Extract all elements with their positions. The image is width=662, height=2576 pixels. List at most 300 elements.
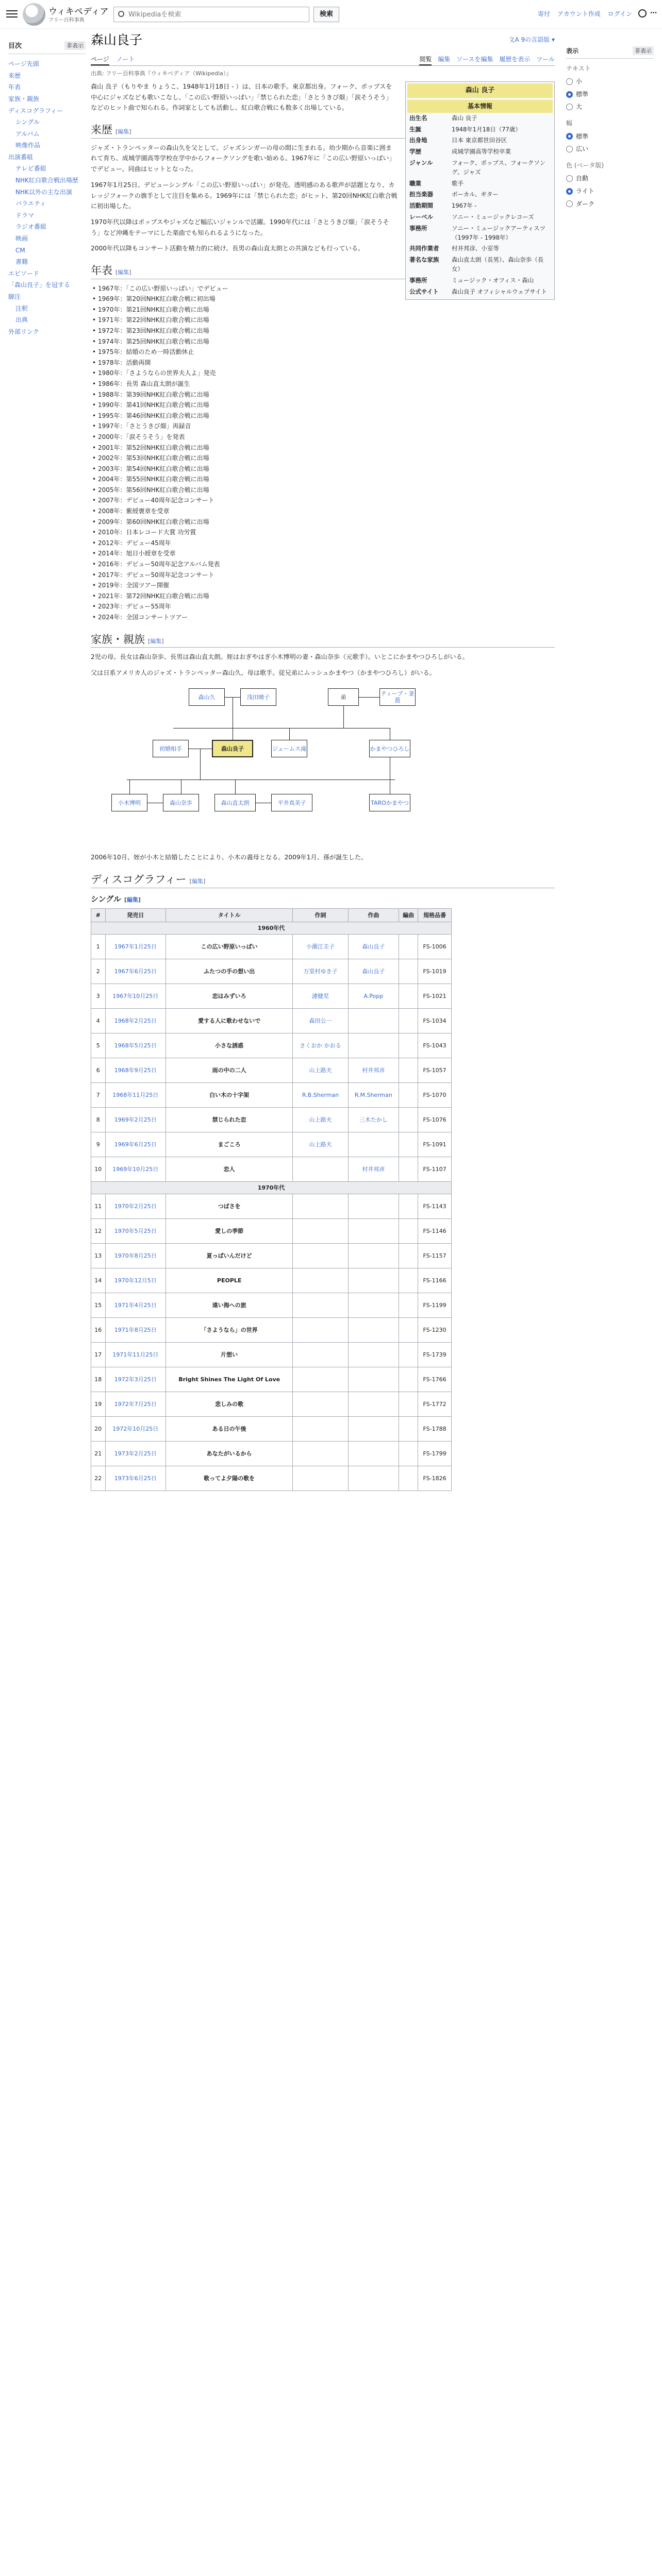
create-account-link[interactable]: アカウント作成 [557, 10, 601, 18]
cell-title[interactable]: PEOPLE [166, 1268, 293, 1293]
cell-title[interactable]: 恋はみずいろ [166, 984, 293, 1008]
table-header: タイトル [166, 908, 293, 922]
color-dark[interactable]: ダーク [566, 198, 654, 211]
user-icon[interactable] [638, 9, 647, 18]
tree-node: 弟 [328, 688, 359, 706]
cell-date[interactable]: 1969年10月25日 [105, 1157, 166, 1181]
chronology-item: • 1986年：長男 森山直太朗が誕生 [91, 379, 555, 389]
infobox-value: 1967年 - [452, 202, 477, 210]
table-row [91, 1392, 452, 1416]
color-light[interactable]: ライト [566, 185, 654, 198]
cell-n: 16 [91, 1317, 106, 1342]
table-header: 作曲 [348, 908, 399, 922]
width-standard[interactable]: 標準 [566, 130, 654, 143]
history-paragraph: 1970年代以降はポップスやジャズなど幅広いジャンルで活躍。1990年代には「さとうきび畑」「涙そうそう」など沖縄をテーマにした楽曲でも知られるようになった。 [91, 218, 389, 236]
infobox-value: 村井邦彦、小室等 [452, 245, 499, 252]
tree-node[interactable]: 森山奈歩 [163, 794, 199, 811]
cell-n: 18 [91, 1367, 106, 1392]
infobox-basic-header: 基本情報 [407, 100, 553, 113]
cell-arr [399, 984, 418, 1008]
table-row [91, 1293, 452, 1317]
cell-date[interactable]: 1968年5月25日 [105, 1033, 166, 1058]
toc-item[interactable]: 注釈 [15, 304, 28, 312]
cell-title[interactable]: あなたがいるから [166, 1441, 293, 1466]
toc-item[interactable]: 脚注 [8, 293, 21, 301]
cell-date[interactable]: 1972年10月25日 [105, 1416, 166, 1441]
cell-arr [399, 1416, 418, 1441]
cell-date[interactable]: 1971年8月25日 [105, 1317, 166, 1342]
section-discography-heading: ディスコグラフィー [編集] [91, 872, 555, 888]
donate-link[interactable]: 寄付 [538, 10, 551, 18]
infobox-key: 公式サイト [409, 287, 439, 295]
table-row [91, 1132, 452, 1157]
personal-links [533, 9, 632, 19]
toc-item[interactable]: 年表 [8, 83, 21, 91]
cell-music[interactable] [348, 1293, 399, 1317]
chronology-item: • 2023年：デビュー55周年 [91, 601, 555, 612]
cell-title[interactable]: 小さな誘惑 [166, 1033, 293, 1058]
chronology-item: • 1971年：第22回NHK紅白歌合戦に出場 [91, 315, 555, 326]
table-row [91, 1194, 452, 1218]
cell-n: 11 [91, 1194, 106, 1218]
cell-title[interactable]: 雨の中の二人 [166, 1058, 293, 1082]
color-auto[interactable]: 自動 [566, 172, 654, 185]
cell-lyric[interactable] [293, 1194, 348, 1218]
cell-music[interactable] [348, 1466, 399, 1490]
cell-music[interactable] [348, 1033, 399, 1058]
appearance-header: 表示 非表示 [566, 46, 654, 59]
cell-code: FS-1772 [418, 1392, 452, 1416]
cell-arr [399, 959, 418, 984]
cell-title[interactable]: 愛しの季節 [166, 1218, 293, 1243]
toc-item[interactable]: NHK紅白歌合戦出場歴 [15, 177, 78, 184]
cell-music[interactable]: A.Popp [348, 984, 399, 1008]
chronology-item: • 2012年：デビュー45周年 [91, 538, 555, 549]
infobox-value: 1948年1月18日（77歳） [452, 125, 521, 133]
table-era-row [91, 1181, 452, 1194]
cell-arr [399, 1466, 418, 1490]
search-icon [118, 11, 124, 17]
toc-item[interactable]: 外部リンク [8, 328, 39, 335]
cell-n: 10 [91, 1157, 106, 1181]
search-placeholder: Wikipediaを検索 [128, 11, 181, 19]
cell-title[interactable]: ふたつの手の想い出 [166, 959, 293, 984]
cell-code: FS-1043 [418, 1033, 452, 1058]
table-row [91, 934, 452, 959]
chronology-item: • 2005年：第56回NHK紅白歌合戦に出場 [91, 485, 555, 496]
cell-title[interactable]: 夏っぱいんだけど [166, 1243, 293, 1268]
table-of-contents [8, 41, 86, 337]
cell-lyric[interactable]: 山上路夫 [293, 1107, 348, 1132]
cell-lyric[interactable] [293, 1441, 348, 1466]
cell-n: 7 [91, 1082, 106, 1107]
cell-lyric[interactable]: 小薗江圭子 [293, 934, 348, 959]
toc-item[interactable]: ディスコグラフィー [8, 107, 63, 114]
cell-title[interactable]: つばさを [166, 1194, 293, 1218]
infobox-key: 事務所 [409, 224, 427, 232]
infobox-value: 森山良子 オフィシャルウェブサイト [452, 287, 547, 295]
toc-item[interactable]: テレビ番組 [15, 165, 46, 173]
cell-arr [399, 1082, 418, 1107]
tab-tools[interactable]: ツール [536, 56, 555, 63]
toc-item[interactable]: ラジオ番組 [15, 223, 47, 231]
infobox-row [407, 113, 553, 124]
table-row [91, 1243, 452, 1268]
cell-code: FS-1076 [418, 1107, 452, 1132]
cell-n: 9 [91, 1132, 106, 1157]
table-row [91, 1342, 452, 1367]
cell-arr [399, 1441, 418, 1466]
toc-item[interactable]: アルバム [15, 130, 40, 138]
cell-arr [399, 1033, 418, 1058]
tree-node[interactable]: 小木博明 [111, 794, 147, 811]
more-options-icon[interactable]: ⋯ [650, 9, 657, 17]
tree-node[interactable]: 森山直太朗 [214, 794, 256, 811]
tab-page[interactable]: ページ [91, 52, 109, 65]
cell-lyric[interactable]: 山上路夫 [293, 1058, 348, 1082]
tree-node-self: 森山良子 [212, 740, 253, 757]
cell-lyric[interactable] [293, 1293, 348, 1317]
cell-date[interactable]: 1967年6月25日 [105, 959, 166, 984]
chronology-item: • 2016年：デビュー50周年記念アルバム発表 [91, 559, 555, 570]
infobox-title: 森山 良子 [407, 83, 553, 98]
cell-code: FS-1070 [418, 1082, 452, 1107]
table-row [91, 1441, 452, 1466]
tree-node[interactable]: TAROかまやつ [369, 794, 410, 811]
chronology-item: • 1975年：結婚のため一時活動休止 [91, 347, 555, 358]
cell-title[interactable]: 「さようなら」の世界 [166, 1317, 293, 1342]
infobox-row [407, 189, 553, 200]
infobox-value: ミュージック・オフィス・森山 [452, 276, 534, 284]
appearance-hide-button[interactable]: 非表示 [633, 46, 654, 55]
edit-link[interactable]: 編集 [126, 896, 138, 903]
cell-date[interactable]: 1973年6月25日 [105, 1466, 166, 1490]
table-header-row [91, 908, 452, 922]
cell-date[interactable]: 1970年5月25日 [105, 1218, 166, 1243]
cell-lyric[interactable]: 森田公一 [293, 1008, 348, 1033]
cell-code: FS-1157 [418, 1243, 452, 1268]
cell-date[interactable]: 1969年2月25日 [105, 1107, 166, 1132]
family-paragraph: 2006年10月、姪が小木と結婚したことにより、小木の義母となる。2009年1月、孫が誕生した。 [91, 854, 368, 861]
infobox-key: 事務所 [409, 276, 427, 284]
tab-read[interactable]: 閲覧 [419, 52, 432, 65]
cell-lyric[interactable] [293, 1317, 348, 1342]
cell-title[interactable]: この広い野原いっぱい [166, 934, 293, 959]
toc-item[interactable]: 書籍 [15, 258, 28, 266]
cell-lyric[interactable] [293, 1218, 348, 1243]
cell-code: FS-1788 [418, 1416, 452, 1441]
section-family-heading: 家族・親族 [編集] [91, 632, 555, 648]
family-paragraph: 父は日系アメリカ人のジャズ・トランペッター森山久、母は歌手。従兄弟にムッシュかまやつ（かまやつひろし）がいる。 [91, 669, 436, 676]
cell-date[interactable]: 1970年2月25日 [105, 1194, 166, 1218]
cell-date[interactable]: 1971年4月25日 [105, 1293, 166, 1317]
title-bar [91, 31, 555, 49]
search-input[interactable] [113, 7, 309, 22]
edit-link[interactable]: 編集 [118, 128, 129, 135]
text-size-standard[interactable]: 標準 [566, 88, 654, 101]
cell-lyric[interactable]: 万里村ゆき子 [293, 959, 348, 984]
cell-music[interactable] [348, 1317, 399, 1342]
cell-title[interactable]: 遠い海への旅 [166, 1293, 293, 1317]
page-title: 森山良子 [91, 32, 143, 47]
text-size-large[interactable]: 大 [566, 100, 654, 113]
infobox-row [407, 146, 553, 158]
family-paragraph: 2児の母。長女は森山奈歩、長男は森山直太朗。姪はおぎやはぎ小木博明の妻・森山奈歩（元歌手）。いとこにかまやつひろしがいる。 [91, 653, 469, 660]
cell-music[interactable] [348, 1194, 399, 1218]
cell-music[interactable]: 森山良子 [348, 959, 399, 984]
cell-title[interactable]: 歌ってよ夕陽の歌を [166, 1466, 293, 1490]
cell-n: 8 [91, 1107, 106, 1132]
tab-edit-source[interactable]: ソースを編集 [456, 56, 493, 63]
family-tree [91, 683, 555, 848]
toc-item[interactable]: 出典 [15, 316, 28, 324]
tab-history[interactable]: 履歴を表示 [499, 56, 531, 63]
cell-date[interactable]: 1968年2月25日 [105, 1008, 166, 1033]
edit-link[interactable]: 編集 [150, 637, 162, 645]
chronology-item: • 2014年：旭日小綬章を受章 [91, 548, 555, 559]
main-menu-icon[interactable] [6, 8, 18, 20]
article-content [91, 81, 555, 1491]
color-label: 色 (ベータ版) [566, 161, 604, 169]
chronology-item: • 2002年：第53回NHK紅白歌合戦に出場 [91, 453, 555, 464]
toc-item[interactable]: 来歴 [8, 72, 21, 79]
cell-music[interactable]: 村井邦彦 [348, 1058, 399, 1082]
edit-link[interactable]: 編集 [118, 269, 129, 276]
chronology-item: • 2001年：第52回NHK紅白歌合戦に出場 [91, 443, 555, 453]
cell-title[interactable]: ある日の午後 [166, 1416, 293, 1441]
cell-n: 5 [91, 1033, 106, 1058]
cell-lyric[interactable] [293, 1416, 348, 1441]
infobox-table [407, 113, 553, 298]
toc-item[interactable]: 家族・親族 [8, 95, 40, 103]
cell-code: FS-1021 [418, 984, 452, 1008]
cell-lyric[interactable]: さくおか かおる [293, 1033, 348, 1058]
cell-music[interactable] [348, 1243, 399, 1268]
cell-code: FS-1143 [418, 1194, 452, 1218]
cell-title[interactable]: 白い木の十字架 [166, 1082, 293, 1107]
era-label: 1970年代 [91, 1181, 452, 1194]
cell-code: FS-1057 [418, 1058, 452, 1082]
chronology-item: • 1970年：第21回NHK紅白歌合戦に出場 [91, 304, 555, 315]
chronology-list [91, 283, 555, 623]
history-paragraph: 2000年代以降もコンサート活動を精力的に続け、長男の森山直太朗との共演なども行っている。 [91, 245, 365, 252]
cell-title[interactable]: 愛する人に歌わせないで [166, 1008, 293, 1033]
cell-arr [399, 1268, 418, 1293]
cell-code: FS-1146 [418, 1218, 452, 1243]
cell-date[interactable]: 1968年11月25日 [105, 1082, 166, 1107]
tree-node[interactable]: 浅田晴子 [240, 688, 276, 706]
edit-link[interactable]: 編集 [191, 878, 203, 885]
cell-title[interactable]: Bright Shines The Light Of Love [166, 1367, 293, 1392]
history-paragraph: ジャズ・トランペッターの森山久を父として、ジャズシンガーの母の間に生まれる。幼少期から音楽に囲まれて育ち、成城学園高等学校在学中からフォークソングを歌い始める。1967年に「この広い野原いっぱい」でデビュー、同曲はヒットとなった。 [91, 144, 395, 173]
cell-date[interactable]: 1972年3月25日 [105, 1367, 166, 1392]
cell-music[interactable]: 村井邦彦 [348, 1157, 399, 1181]
cell-music[interactable] [348, 1342, 399, 1367]
text-size-label: テキスト [566, 64, 591, 72]
cell-music[interactable] [348, 1008, 399, 1033]
cell-code: FS-1006 [418, 934, 452, 959]
cell-n: 4 [91, 1008, 106, 1033]
toc-item[interactable]: シングル [15, 118, 40, 126]
infobox-row [407, 158, 553, 178]
tree-node[interactable]: かまやつひろし [369, 740, 410, 757]
cell-music[interactable] [348, 1218, 399, 1243]
cell-n: 13 [91, 1243, 106, 1268]
infobox-value: ソニー・ミュージックアーティスツ（1997年 - 1998年） [452, 224, 546, 241]
chronology-item: • 2009年：第60回NHK紅白歌合戦に出場 [91, 517, 555, 528]
toc-item[interactable]: 映画 [15, 235, 28, 243]
toc-item[interactable]: NHK以外の主な出演 [15, 188, 72, 196]
cell-n: 20 [91, 1416, 106, 1441]
cell-date[interactable]: 1971年11月25日 [105, 1342, 166, 1367]
infobox-row [407, 178, 553, 190]
table-row [91, 1367, 452, 1392]
cell-arr [399, 1392, 418, 1416]
cell-music[interactable] [348, 1416, 399, 1441]
search-button[interactable]: 検索 [313, 7, 339, 22]
text-size-small[interactable]: 小 [566, 75, 654, 88]
cell-code: FS-1766 [418, 1367, 452, 1392]
cell-lyric[interactable] [293, 1367, 348, 1392]
table-row [91, 1317, 452, 1342]
cell-title[interactable]: 片想い [166, 1342, 293, 1367]
table-header: 編曲 [399, 908, 418, 922]
cell-lyric[interactable] [293, 1466, 348, 1490]
wordmark[interactable]: ウィキペディア [48, 7, 109, 17]
cell-music[interactable] [348, 1441, 399, 1466]
cell-lyric[interactable]: R.B.Sherman [293, 1082, 348, 1107]
toc-item[interactable]: 「森山良子」を冠する [8, 281, 71, 289]
tree-node[interactable]: 平井真美子 [271, 794, 312, 811]
chronology-item: • 2007年：デビュー40周年記念コンサート [91, 495, 555, 506]
cell-n: 14 [91, 1268, 106, 1293]
cell-title[interactable]: まごころ [166, 1132, 293, 1157]
cell-date[interactable]: 1967年1月25日 [105, 934, 166, 959]
cell-title[interactable]: 恋人 [166, 1157, 293, 1181]
tagline: フリー百科事典 [48, 18, 85, 23]
tree-node[interactable]: 初婚相手 [153, 740, 189, 757]
width-wide[interactable]: 広い [566, 143, 654, 156]
cell-n: 22 [91, 1466, 106, 1490]
toc-item[interactable]: 出演番組 [8, 153, 34, 161]
site-header [0, 0, 662, 29]
section-chronology-heading: 年表 [編集] [91, 263, 555, 279]
cell-music[interactable] [348, 1367, 399, 1392]
tab-edit[interactable]: 編集 [438, 56, 451, 63]
cell-music[interactable] [348, 1268, 399, 1293]
chronology-item: • 2003年：第54回NHK紅白歌合戦に出場 [91, 464, 555, 474]
table-header: 規格品番 [418, 908, 452, 922]
chronology-item: • 1978年：活動再開 [91, 358, 555, 368]
cell-date[interactable]: 1970年12月5日 [105, 1268, 166, 1293]
toc-hide-button[interactable]: 非表示 [64, 41, 86, 50]
cell-lyric[interactable] [293, 1243, 348, 1268]
cell-lyric[interactable]: 山上路夫 [293, 1132, 348, 1157]
cell-lyric[interactable]: 漣健児 [293, 984, 348, 1008]
table-row [91, 1218, 452, 1243]
infobox-value: ソニー・ミュージックレコーズ [452, 213, 534, 221]
cell-lyric[interactable] [293, 1268, 348, 1293]
cell-arr [399, 1218, 418, 1243]
cell-date[interactable]: 1967年10月25日 [105, 984, 166, 1008]
cell-lyric[interactable] [293, 1157, 348, 1181]
infobox-key: 職業 [409, 179, 421, 187]
cell-music[interactable]: R.M.Sherman [348, 1082, 399, 1107]
tab-talk[interactable]: ノート [116, 56, 135, 63]
table-row [91, 1157, 452, 1181]
toc-item[interactable]: 映像作品 [15, 142, 41, 149]
table-row [91, 1082, 452, 1107]
toc-item[interactable]: バラエティ [15, 200, 46, 208]
toc-item[interactable]: ドラマ [15, 211, 35, 219]
tree-node[interactable]: ジェームス滝 [271, 740, 307, 757]
infobox-value: 成城学園高等学校卒業 [452, 148, 511, 156]
wikipedia-logo-icon[interactable] [23, 3, 45, 26]
cell-title[interactable]: 悲しみの歌 [166, 1392, 293, 1416]
tree-node[interactable]: ティーブ・釜萢 [379, 688, 416, 706]
infobox-value: 歌手 [452, 179, 464, 187]
cell-music[interactable]: 三木たかし [348, 1107, 399, 1132]
cell-code: FS-1034 [418, 1008, 452, 1033]
language-selector[interactable]: 文A 9の言語版 ▾ [508, 36, 555, 43]
cell-music[interactable] [348, 1392, 399, 1416]
cell-date[interactable]: 1973年2月25日 [105, 1441, 166, 1466]
cell-n: 3 [91, 984, 106, 1008]
chronology-item: • 1997年：「さとうきび畑」再録音 [91, 421, 555, 432]
cell-n: 21 [91, 1441, 106, 1466]
cell-lyric[interactable] [293, 1342, 348, 1367]
cell-code: FS-1739 [418, 1342, 452, 1367]
section-history-heading: 来歴 [編集] [91, 123, 555, 138]
table-row [91, 1466, 452, 1490]
cell-date[interactable]: 1968年9月25日 [105, 1058, 166, 1082]
infobox [405, 81, 555, 300]
cell-lyric[interactable] [293, 1392, 348, 1416]
intro-paragraph: 森山 良子（もりやま りょうこ、1948年1月18日 - ）は、日本の歌手。東京都出身。フォーク、ポップスを中心にジャズなども歌いこなし、「この広い野原いっぱい」「禁じられた恋」「さとうきび畑」「涙そうそう」などのヒット曲で知られる。作詞家としても活動し、紅白歌合戦にも数多く出場している。 [91, 83, 392, 112]
cell-music[interactable]: 森山良子 [348, 934, 399, 959]
cell-code: FS-1091 [418, 1132, 452, 1157]
cell-title[interactable]: 禁じられた恋 [166, 1107, 293, 1132]
infobox-key: 学歴 [409, 148, 421, 156]
table-row [91, 1268, 452, 1293]
cell-date[interactable]: 1972年7月25日 [105, 1392, 166, 1416]
chronology-item: • 2019年：全国ツアー開催 [91, 580, 555, 591]
tree-node[interactable]: 森山久 [189, 688, 225, 706]
infobox-key: 出身地 [409, 137, 427, 144]
cell-code: FS-1166 [418, 1268, 452, 1293]
chronology-item: • 1974年：第25回NHK紅白歌合戦に出場 [91, 336, 555, 347]
toc-item[interactable]: CM [15, 246, 25, 254]
infobox-value: 森山直太朗（長男）、森山奈歩（長女） [452, 256, 544, 273]
chronology-item: • 1967年：「この広い野原いっぱい」でデビュー [91, 283, 555, 294]
infobox-value: 日本 東京都世田谷区 [452, 137, 507, 144]
infobox-row [407, 124, 553, 135]
cell-date[interactable]: 1970年8月25日 [105, 1243, 166, 1268]
cell-music[interactable] [348, 1132, 399, 1157]
toc-item[interactable]: ページ先頭 [8, 60, 39, 68]
cell-date[interactable]: 1969年6月25日 [105, 1132, 166, 1157]
toc-item[interactable]: エピソード [8, 269, 40, 277]
chronology-item: • 1980年：「さようならの世界夫人よ」発売 [91, 368, 555, 379]
table-row [91, 984, 452, 1008]
cell-arr [399, 1107, 418, 1132]
table-era-row [91, 922, 452, 934]
cell-arr [399, 1243, 418, 1268]
infobox-value: ボーカル、ギター [452, 191, 499, 198]
login-link[interactable]: ログイン [607, 10, 632, 18]
table-row [91, 959, 452, 984]
table-row [91, 1416, 452, 1441]
